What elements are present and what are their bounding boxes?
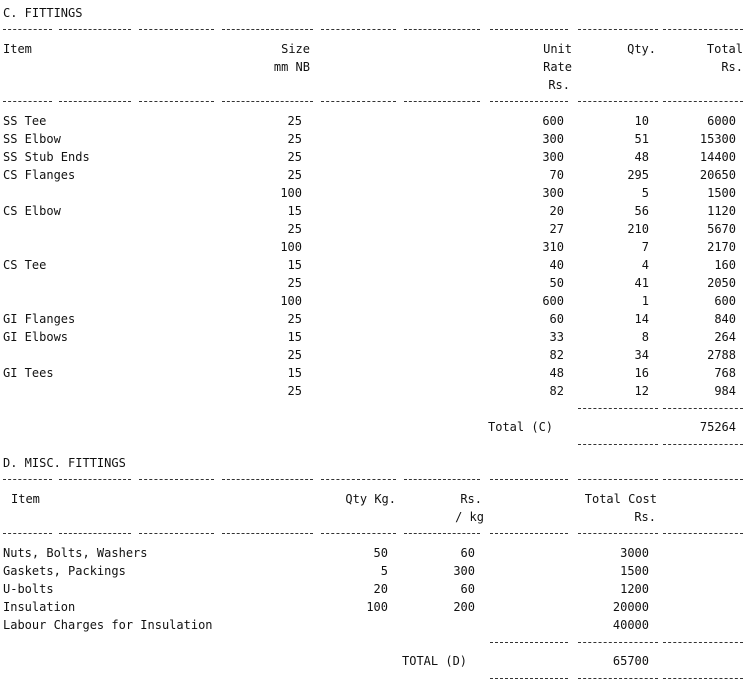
- fitting-item: GI Elbows: [3, 330, 69, 344]
- misc-total-cost: 3000: [620, 546, 649, 560]
- fitting-total: 1500: [707, 186, 736, 200]
- misc-qty-kg: 5: [380, 564, 388, 578]
- misc-total-cost: 1200: [620, 582, 649, 596]
- section-d-total-value: 65700: [612, 654, 649, 668]
- misc-item: U-bolts: [3, 582, 54, 596]
- fitting-size: 15: [287, 258, 302, 272]
- fitting-unit-rate: 33: [549, 330, 564, 344]
- dash-segment: [490, 533, 568, 534]
- fitting-qty: 56: [634, 204, 649, 218]
- misc-rate-per-kg: 60: [460, 582, 475, 596]
- dash-segment: [59, 101, 131, 102]
- fitting-size: 25: [287, 150, 302, 164]
- dash-segment: [321, 101, 396, 102]
- section-c-header-rate: Rate: [543, 60, 572, 74]
- fitting-total: 984: [714, 384, 736, 398]
- dash-segment: [663, 479, 743, 480]
- section-c-header-qty: Qty.: [627, 42, 656, 56]
- dash-segment: [663, 533, 743, 534]
- fitting-unit-rate: 50: [549, 276, 564, 290]
- section-d-header-total-currency: Rs.: [634, 510, 656, 524]
- misc-total-cost: 20000: [612, 600, 649, 614]
- fitting-size: 25: [287, 222, 302, 236]
- fitting-qty: 295: [627, 168, 649, 182]
- fitting-unit-rate: 310: [542, 240, 564, 254]
- fitting-item: CS Flanges: [3, 168, 76, 182]
- dash-segment: [321, 533, 396, 534]
- fitting-total: 264: [714, 330, 736, 344]
- dash-segment: [578, 479, 658, 480]
- fitting-qty: 7: [641, 240, 649, 254]
- fitting-unit-rate: 48: [549, 366, 564, 380]
- fitting-size: 15: [287, 330, 302, 344]
- misc-item: Gaskets, Packings: [3, 564, 126, 578]
- section-c-header-size-unit: mm NB: [273, 60, 310, 74]
- section-d-header-rate-unit: / kg: [455, 510, 484, 524]
- fitting-size: 15: [287, 204, 302, 218]
- fitting-item: SS Stub Ends: [3, 150, 90, 164]
- section-d-total-rule-top: [490, 642, 568, 643]
- fitting-unit-rate: 70: [549, 168, 564, 182]
- fitting-qty: 14: [634, 312, 649, 326]
- dash-segment: [222, 101, 313, 102]
- section-c-total-label: Total (C): [488, 420, 554, 434]
- fitting-total: 5670: [707, 222, 736, 236]
- section-c-total-rule-top: [578, 408, 658, 409]
- dash-segment: [139, 533, 214, 534]
- fitting-size: 25: [287, 168, 302, 182]
- section-d-total-label: TOTAL (D): [402, 654, 468, 668]
- fitting-item: CS Tee: [3, 258, 47, 272]
- fitting-total: 20650: [699, 168, 736, 182]
- fitting-qty: 34: [634, 348, 649, 362]
- misc-qty-kg: 100: [366, 600, 388, 614]
- section-c-total-rule-bottom-2: [663, 444, 743, 445]
- dash-segment: [578, 533, 658, 534]
- misc-item: Labour Charges for Insulation: [3, 618, 213, 632]
- misc-rate-per-kg: 200: [453, 600, 475, 614]
- fitting-qty: 41: [634, 276, 649, 290]
- dash-segment: [59, 533, 131, 534]
- section-d-total-rule-bottom-2: [578, 678, 658, 679]
- fitting-total: 840: [714, 312, 736, 326]
- section-c-header-size: Size: [281, 42, 310, 56]
- dash-segment: [3, 533, 52, 534]
- dash-segment: [578, 29, 658, 30]
- fitting-total: 2170: [707, 240, 736, 254]
- fitting-qty: 5: [641, 186, 649, 200]
- fitting-qty: 12: [634, 384, 649, 398]
- dash-segment: [404, 29, 480, 30]
- fitting-qty: 4: [641, 258, 649, 272]
- dash-segment: [3, 29, 52, 30]
- dash-segment: [222, 479, 313, 480]
- fitting-unit-rate: 40: [549, 258, 564, 272]
- fitting-unit-rate: 600: [542, 114, 564, 128]
- fitting-total: 15300: [699, 132, 736, 146]
- dash-segment: [321, 29, 396, 30]
- fitting-unit-rate: 300: [542, 132, 564, 146]
- fitting-qty: 10: [634, 114, 649, 128]
- fitting-unit-rate: 600: [542, 294, 564, 308]
- fitting-qty: 1: [641, 294, 649, 308]
- section-d-title: D. MISC. FITTINGS: [3, 456, 126, 470]
- fitting-size: 25: [287, 132, 302, 146]
- misc-total-cost: 1500: [620, 564, 649, 578]
- fitting-item: GI Tees: [3, 366, 54, 380]
- fitting-item: SS Elbow: [3, 132, 61, 146]
- fitting-total: 2050: [707, 276, 736, 290]
- dash-segment: [404, 479, 480, 480]
- fitting-size: 100: [280, 240, 302, 254]
- fitting-unit-rate: 82: [549, 384, 564, 398]
- misc-qty-kg: 50: [373, 546, 388, 560]
- misc-qty-kg: [330, 616, 388, 634]
- fitting-qty: 48: [634, 150, 649, 164]
- dash-segment: [59, 479, 131, 480]
- fitting-unit-rate: 82: [549, 348, 564, 362]
- fitting-item: GI Flanges: [3, 312, 76, 326]
- section-c-total-value: 75264: [699, 420, 736, 434]
- misc-qty-kg: 20: [373, 582, 388, 596]
- misc-item: Nuts, Bolts, Washers: [3, 546, 148, 560]
- misc-rate-per-kg: 60: [460, 546, 475, 560]
- section-c-header-item: Item: [3, 42, 32, 56]
- section-c-header-total: Total: [706, 42, 743, 56]
- dash-segment: [222, 533, 313, 534]
- fitting-size: 100: [280, 294, 302, 308]
- fitting-item: SS Tee: [3, 114, 47, 128]
- fitting-size: 25: [287, 114, 302, 128]
- fitting-unit-rate: 27: [549, 222, 564, 236]
- fitting-unit-rate: 20: [549, 204, 564, 218]
- fitting-qty: 210: [627, 222, 649, 236]
- section-c-total-rule-top-2: [663, 408, 743, 409]
- fitting-size: 100: [280, 186, 302, 200]
- fitting-unit-rate: 300: [542, 150, 564, 164]
- dash-segment: [321, 479, 396, 480]
- dash-segment: [3, 101, 52, 102]
- dash-segment: [139, 479, 214, 480]
- dash-segment: [663, 29, 743, 30]
- fitting-total: 768: [714, 366, 736, 380]
- fitting-qty: 16: [634, 366, 649, 380]
- section-d-header-rate: Rs.: [460, 492, 482, 506]
- fitting-unit-rate: 60: [549, 312, 564, 326]
- fitting-size: 25: [287, 276, 302, 290]
- dash-segment: [663, 101, 743, 102]
- fitting-qty: 51: [634, 132, 649, 146]
- dash-segment: [490, 101, 568, 102]
- section-d-total-rule-top-2: [578, 642, 658, 643]
- section-d-total-rule-bottom-3: [663, 678, 743, 679]
- section-d-total-rule-top-3: [663, 642, 743, 643]
- section-c-total-rule-bottom: [578, 444, 658, 445]
- dash-segment: [404, 101, 480, 102]
- fitting-total: 14400: [699, 150, 736, 164]
- fitting-qty: 8: [641, 330, 649, 344]
- dash-segment: [59, 29, 131, 30]
- misc-rate-per-kg: 300: [453, 564, 475, 578]
- fitting-size: 25: [287, 312, 302, 326]
- fitting-size: 15: [287, 366, 302, 380]
- section-c-header-unit: Unit: [543, 42, 572, 56]
- fitting-total: 600: [714, 294, 736, 308]
- dash-segment: [404, 533, 480, 534]
- dash-segment: [222, 29, 313, 30]
- dash-segment: [490, 29, 568, 30]
- dash-segment: [578, 101, 658, 102]
- section-c-header-rate-currency: Rs.: [548, 78, 570, 92]
- dash-segment: [3, 479, 52, 480]
- misc-rate-per-kg: [420, 616, 475, 634]
- fitting-total: 2788: [707, 348, 736, 362]
- section-d-header-item: Item: [11, 492, 40, 506]
- misc-item: Insulation: [3, 600, 76, 614]
- section-d-header-qty: Qty Kg.: [345, 492, 396, 506]
- fitting-total: 6000: [707, 114, 736, 128]
- fitting-size: 25: [287, 348, 302, 362]
- dash-segment: [139, 101, 214, 102]
- fitting-total: 1120: [707, 204, 736, 218]
- section-c-title: C. FITTINGS: [3, 6, 83, 20]
- fitting-total: 160: [714, 258, 736, 272]
- fitting-item: CS Elbow: [3, 204, 61, 218]
- misc-total-cost: 40000: [612, 618, 649, 632]
- fitting-unit-rate: 300: [542, 186, 564, 200]
- section-d-total-rule-bottom: [490, 678, 568, 679]
- dash-segment: [490, 479, 568, 480]
- fitting-size: 25: [287, 384, 302, 398]
- section-d-header-total: Total Cost: [584, 492, 657, 506]
- section-c-header-total-currency: Rs.: [721, 60, 743, 74]
- dash-segment: [139, 29, 214, 30]
